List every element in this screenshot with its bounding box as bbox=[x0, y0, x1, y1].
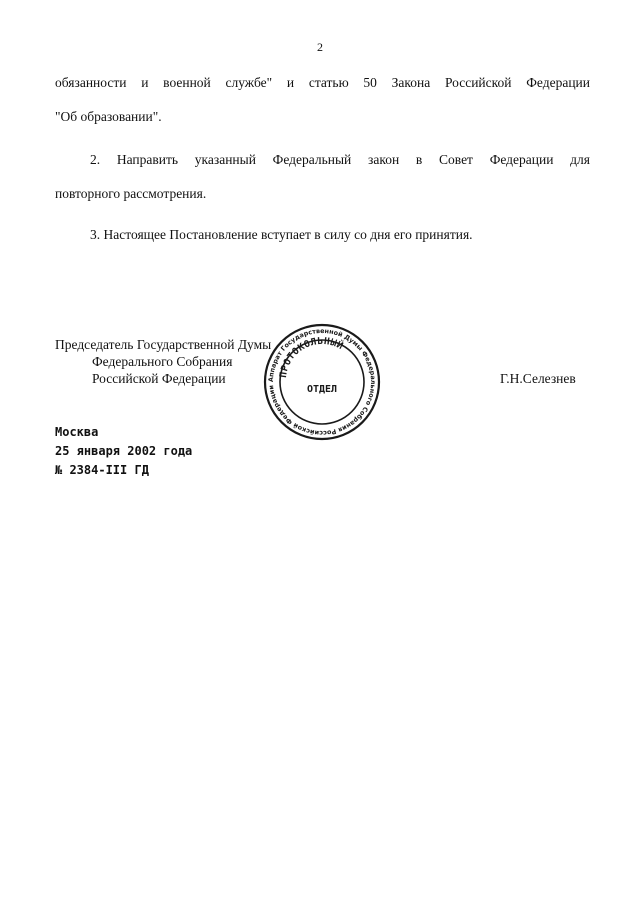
footer-city: Москва bbox=[55, 425, 99, 439]
paragraph-3-line-1: 3. Настоящее Постановление вступает в силу со дня его принятия. bbox=[90, 227, 473, 242]
page-number: 2 bbox=[317, 40, 323, 54]
paragraph-2-line-2: повторного рассмотрения. bbox=[55, 186, 207, 201]
signatory-name: Г.Н.Селезнев bbox=[500, 371, 576, 386]
signatory-position-line-1: Председатель Государственной Думы bbox=[55, 337, 272, 352]
paragraph-1-line-1: обязанности и военной службе" и статью 50 Закона Российской Федерации bbox=[55, 75, 590, 90]
stamp-outer-text: Аппарат Государственной Думы Федерального Собрания Российской Федерации bbox=[266, 326, 378, 438]
signatory-position-line-3: Российской Федерации bbox=[92, 371, 226, 386]
paragraph-2-line-1: 2. Направить указанный Федеральный закон в Совет Федерации для bbox=[90, 152, 590, 167]
stamp-middle-text: ПРОТОКОЛЬНЫЙ bbox=[277, 335, 346, 379]
stamp-center-text: ОТДЕЛ bbox=[306, 384, 338, 395]
paragraph-1-line-2: "Об образовании". bbox=[55, 109, 162, 124]
official-stamp bbox=[262, 322, 382, 442]
footer-document-number: № 2384-III ГД bbox=[55, 463, 149, 477]
footer-date: 25 января 2002 года bbox=[55, 444, 193, 458]
signatory-position-line-2: Федерального Собрания bbox=[92, 354, 233, 369]
